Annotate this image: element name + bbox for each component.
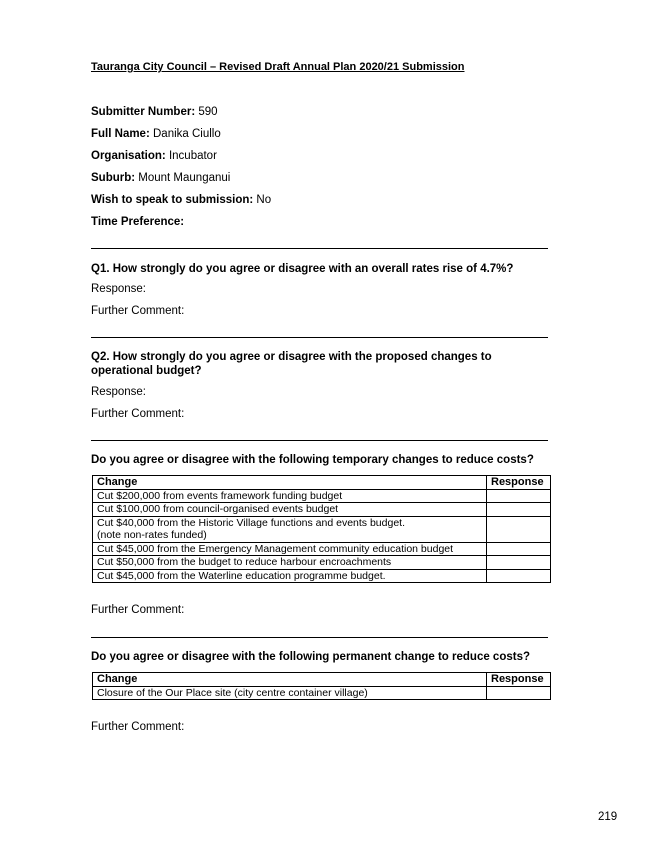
field-value: Incubator — [165, 150, 217, 162]
field-label: Submitter Number: — [91, 106, 196, 118]
table-row — [93, 686, 551, 700]
wish-to-speak-field — [91, 194, 271, 206]
change-cell: Cut $50,000 from the budget to reduce harbour encroachments — [93, 556, 487, 570]
divider — [91, 337, 548, 338]
permanent-question: Do you agree or disagree with the following permanent change to reduce costs? — [91, 651, 530, 663]
response-cell — [487, 503, 551, 517]
permanent-change-table — [92, 672, 551, 700]
field-label: Suburb: — [91, 172, 136, 184]
response-cell — [487, 489, 551, 503]
q2-comment-label: Further Comment: — [91, 408, 185, 420]
suburb-field — [91, 172, 230, 184]
response-cell — [487, 542, 551, 556]
table-row — [93, 542, 551, 556]
submitter-number-field — [91, 106, 218, 118]
change-cell: Cut $100,000 from council-organised events budget — [93, 503, 487, 517]
q1-comment-label: Further Comment: — [91, 305, 185, 317]
field-label: Time Preference: — [91, 216, 185, 228]
response-cell — [487, 686, 551, 700]
q1-question: Q1. How strongly do you agree or disagree with an overall rates rise of 4.7%? — [91, 263, 514, 275]
table-row — [93, 556, 551, 570]
permanent-comment-label: Further Comment: — [91, 721, 185, 733]
field-value: No — [253, 194, 272, 206]
full-name-field — [91, 128, 221, 140]
field-value: 590 — [195, 106, 218, 118]
change-cell: Cut $200,000 from events framework funding budget — [93, 489, 487, 503]
divider — [91, 248, 548, 249]
header-response: Response — [487, 476, 551, 490]
temporary-question: Do you agree or disagree with the following temporary changes to reduce costs? — [91, 454, 534, 466]
header-change: Change — [93, 673, 487, 687]
header-change: Change — [93, 476, 487, 490]
header-response: Response — [487, 673, 551, 687]
change-cell: Cut $45,000 from the Waterline education programme budget. — [93, 569, 487, 583]
response-cell — [487, 556, 551, 570]
organisation-field — [91, 150, 217, 162]
temporary-changes-table — [92, 475, 551, 583]
divider — [91, 440, 548, 441]
change-line: Cut $40,000 from the Historic Village functions and events budget. — [97, 516, 405, 529]
response-cell — [487, 516, 551, 542]
time-preference-field — [91, 216, 184, 228]
table-row — [93, 489, 551, 503]
table-row — [93, 503, 551, 517]
q2-question: Q2. How strongly do you agree or disagree with the proposed changes to operational budget? — [91, 351, 492, 377]
field-label: Full Name: — [91, 128, 150, 140]
table-header-row — [93, 476, 551, 490]
change-cell: Closure of the Our Place site (city centre container village) — [93, 686, 487, 700]
field-label: Organisation: — [91, 150, 166, 162]
divider — [91, 637, 548, 638]
field-value: Mount Maunganui — [135, 172, 231, 184]
change-note: (note non-rates funded) — [97, 529, 207, 541]
table-header-row — [93, 673, 551, 687]
change-cell — [93, 516, 487, 542]
document-title: Tauranga City Council – Revised Draft Annual Plan 2020/21 Submission — [91, 61, 465, 73]
q1-response-label: Response: — [91, 283, 146, 295]
table-row — [93, 569, 551, 583]
page-number: 219 — [598, 811, 618, 823]
q2-response-label: Response: — [91, 386, 146, 398]
temporary-comment-label: Further Comment: — [91, 604, 185, 616]
field-label: Wish to speak to submission: — [91, 194, 254, 206]
change-cell: Cut $45,000 from the Emergency Management community education budget — [93, 542, 487, 556]
response-cell — [487, 569, 551, 583]
field-value: Danika Ciullo — [149, 128, 221, 140]
table-row — [93, 516, 551, 542]
